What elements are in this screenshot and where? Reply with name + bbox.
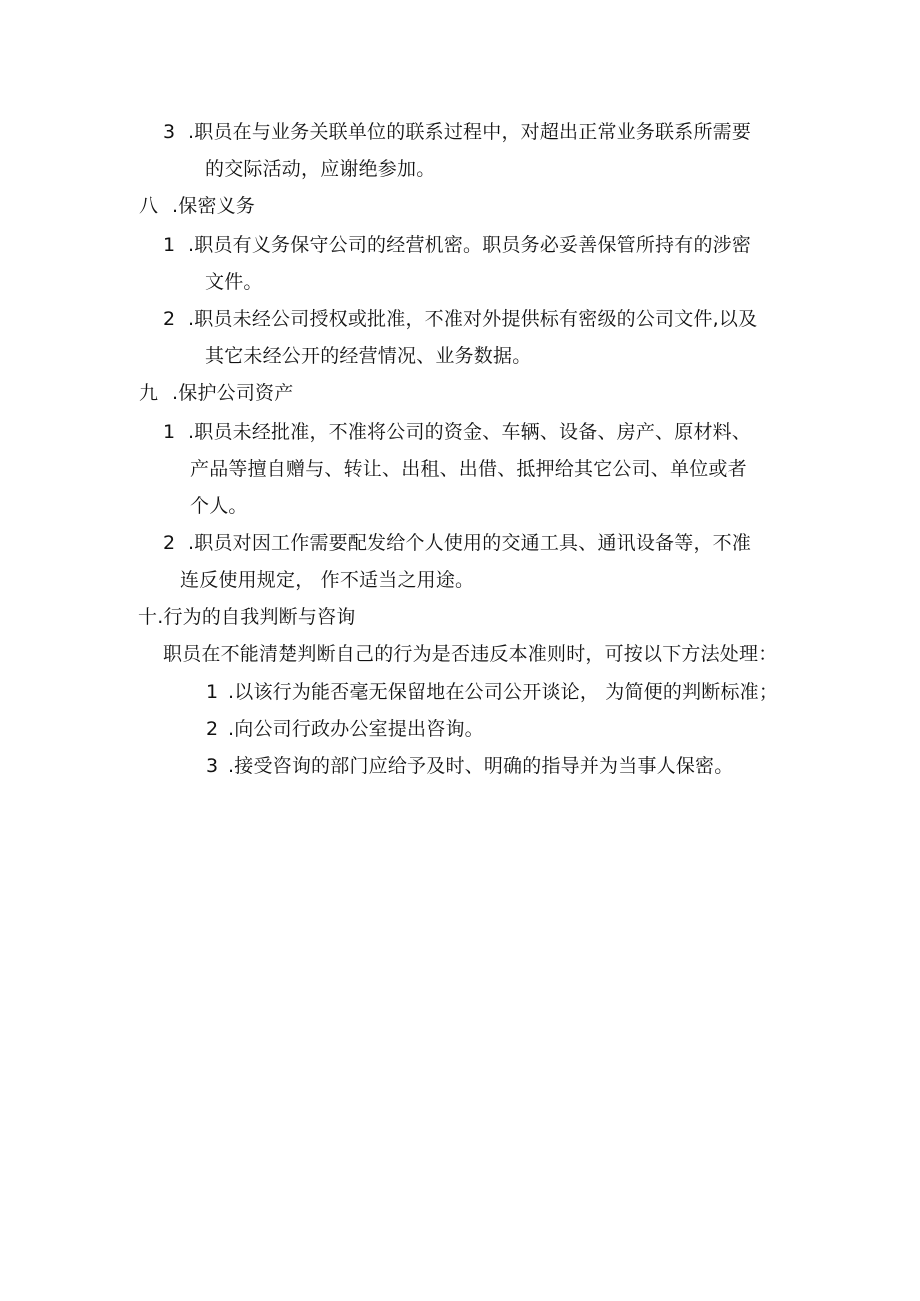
item-number: 1 [206,681,219,703]
paragraph-text: 职员在不能清楚判断自己的行为是否违反本准则时，可按以下方法处理： [163,643,778,665]
item-number: 2 [163,532,176,554]
list-item-text: .职员未经批准，不准将公司的资金、车辆、设备、房产、原材料、 [188,421,752,443]
list-item-text: .职员对因工作需要配发给个人使用的交通工具、通讯设备等，不准 [188,532,752,554]
item-number: 1 [163,421,176,443]
list-item-text: .向公司行政办公室提出咨询。 [228,718,484,740]
item-number: 2 [163,308,176,330]
list-item-text: .职员未经公司授权或批准，不准对外提供标有密级的公司文件,以及 [188,308,758,330]
list-item-continuation: 产品等擅自赠与、转让、出租、出借、抵押给其它公司、单位或者 [190,458,747,480]
section-number: 八 [139,195,159,217]
list-item-continuation: 文件。 [205,271,263,293]
item-number: 3 [206,755,219,777]
list-item-number [163,120,175,144]
list-item-continuation: 个人。 [190,495,248,517]
item-number: 2 [206,718,219,740]
list-item-text: .职员有义务保守公司的经营机密。职员务必妥善保管所持有的涉密 [188,234,752,256]
section-title: .保密义务 [172,195,256,217]
list-item-text: .接受咨询的部门应给予及时、明确的指导并为当事人保密。 [228,755,734,777]
list-item-continuation: 的交际活动，应谢绝参加。 [205,158,436,180]
list-item-continuation: 其它未经公开的经营情况、业务数据。 [205,345,532,367]
section-title: .保护公司资产 [172,382,294,404]
item-number: 1 [163,234,176,256]
list-item-text: .职员在与业务关联单位的联系过程中，对超出正常业务联系所需要 [188,121,752,143]
list-item-continuation: 连反使用规定， 作不适当之用途。 [180,569,475,591]
item-number: 3 [163,121,176,143]
section-number: 九 [139,382,159,404]
list-item-text: .以该行为能否毫无保留地在公司公开谈论， 为简便的判断标准； [228,681,779,703]
section-title: 十.行为的自我判断与咨询 [138,606,356,628]
